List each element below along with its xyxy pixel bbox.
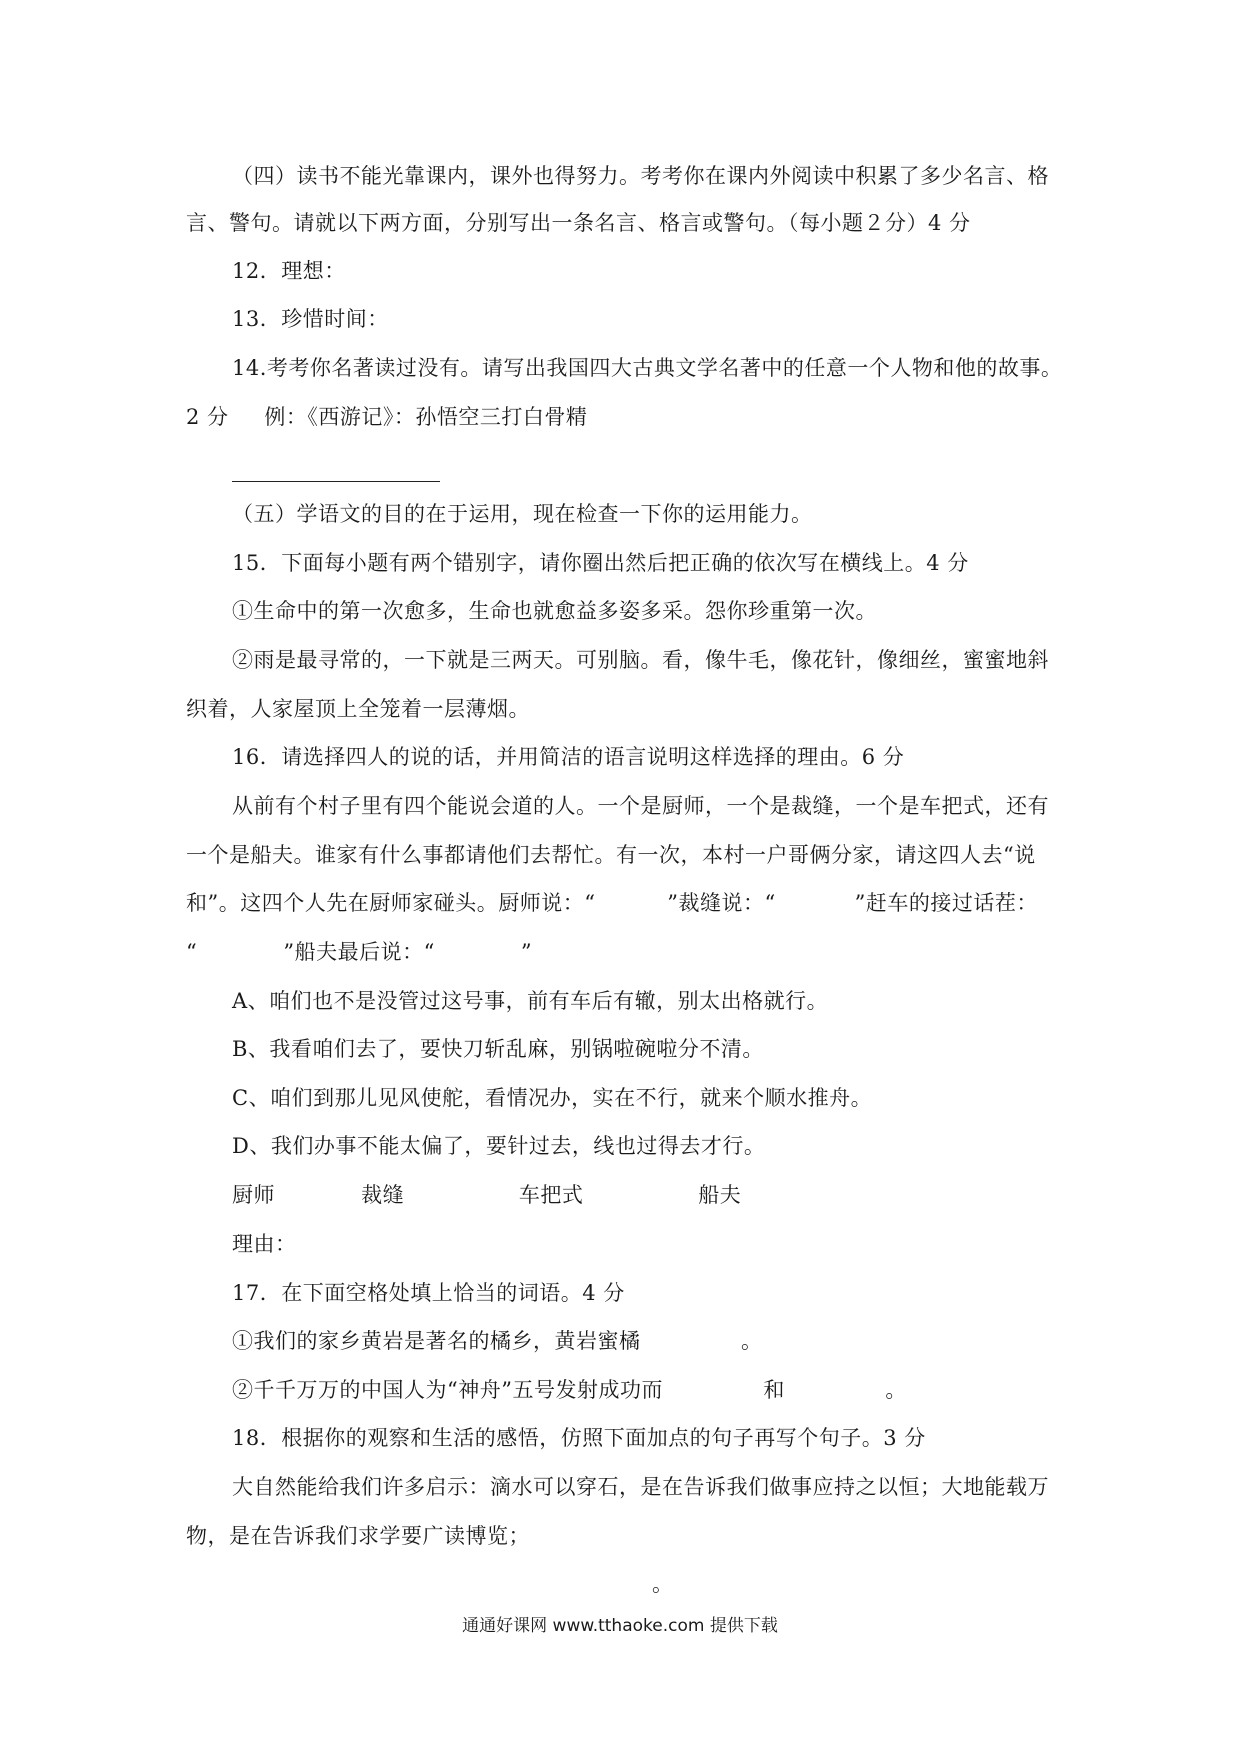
page-footer: 通通好课网 www.tthaoke.com 提供下载 [462,1616,778,1636]
question-14-line2: 2 分 例：《西游记》：孙悟空三打白骨精 [186,405,588,429]
question-12: 12．理想： [232,259,346,283]
question-16: 16．请选择四人的说的话，并用简洁的语言说明这样选择的理由。6 分 [232,745,905,769]
roles-row: 厨师 裁缝 车把式 船夫 [232,1183,742,1207]
option-c: C、咱们到那儿见风使舵，看情况办，实在不行，就来个顺水推舟。 [232,1086,873,1110]
option-b: B、我看咱们去了，要快刀斩乱麻，别锅啦碗啦分不清。 [232,1037,764,1061]
section5-intro: （五）学语文的目的在于运用，现在检查一下你的运用能力。 [232,502,813,526]
question-18: 18．根据你的观察和生活的感悟，仿照下面加点的句子再写个句子。3 分 [232,1426,926,1450]
reason-label: 理由： [232,1232,297,1256]
section4-intro-line1: （四）读书不能光靠课内，课外也得努力。考考你在课内外阅读中积累了多少名言、格 [232,164,1049,188]
answer-underline [232,481,440,482]
question-15-item2-line2: 织着，人家屋顶上全笼着一层薄烟。 [186,697,530,721]
option-d: D、我们办事不能太偏了，要针过去，线也过得去才行。 [232,1134,766,1158]
question-16-story-line3: 和”。这四个人先在厨师家碰头。厨师说：“ ”裁缝说：“ ”赶车的接过话茬： [186,891,1038,915]
question-18-end: 。 [652,1572,674,1596]
question-17-item2: ②千千万万的中国人为“神舟”五号发射成功而 和 。 [232,1378,907,1402]
question-16-story-line1: 从前有个村子里有四个能说会道的人。一个是厨师，一个是裁缝，一个是车把式，还有 [232,794,1049,818]
question-17: 17．在下面空格处填上恰当的词语。4 分 [232,1281,625,1305]
question-15-item2-line1: ②雨是最寻常的，一下就是三两天。可别脑。看，像牛毛，像花针，像细丝，蜜蜜地斜 [232,648,1049,672]
question-16-story-line2: 一个是船夫。谁家有什么事都请他们去帮忙。有一次，本村一户哥俩分家，请这四人去“说 [186,843,1036,867]
question-13: 13．珍惜时间： [232,307,389,331]
question-15: 15．下面每小题有两个错别字，请你圈出然后把正确的依次写在横线上。4 分 [232,551,969,575]
question-16-story-line4: “ ”船夫最后说：“ ” [186,940,533,964]
question-15-item1: ①生命中的第一次愈多，生命也就愈益多姿多采。怨你珍重第一次。 [232,599,877,623]
option-a: A、咱们也不是没管过这号事，前有车后有辙，别太出格就行。 [232,989,829,1013]
question-18-text-line1: 大自然能给我们许多启示：滴水可以穿石，是在告诉我们做事应持之以恒；大地能载万 [232,1475,1049,1499]
question-17-item1: ①我们的家乡黄岩是著名的橘乡，黄岩蜜橘 。 [232,1329,763,1353]
question-14-line1: 14.考考你名著读过没有。请写出我国四大古典文学名著中的任意一个人物和他的故事。 [232,356,1063,380]
question-18-text-line2: 物，是在告诉我们求学要广读博览； [186,1524,530,1548]
section4-intro-line2: 言、警句。请就以下两方面，分别写出一条名言、格言或警句。（每小题２分）4 分 [186,211,971,235]
